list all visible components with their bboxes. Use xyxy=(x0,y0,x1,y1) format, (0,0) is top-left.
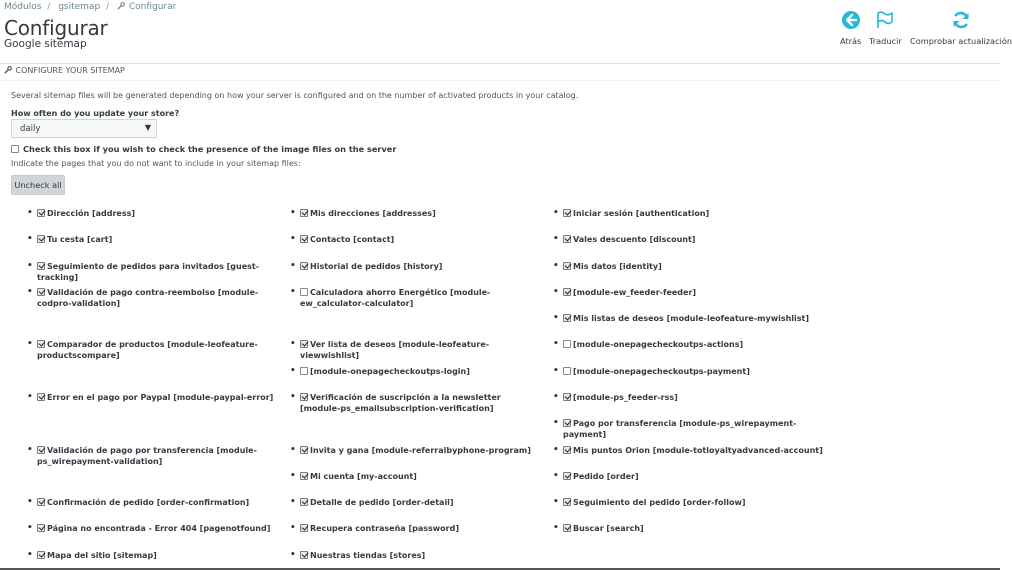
page-item[interactable]: • Historial de pedidos [history] xyxy=(290,261,443,271)
page-checkbox[interactable] xyxy=(37,524,45,532)
image-check-row[interactable] xyxy=(11,144,396,154)
page-title: Configurar xyxy=(4,16,108,40)
page-item[interactable]: • Mis listas de deseos [module-leofeature-mywishlist] xyxy=(553,313,810,323)
page-item[interactable]: • Pago por transferencia [module-ps_wirepayment-payment] xyxy=(553,418,797,439)
translate-label: Traducir xyxy=(869,36,902,46)
back-label: Atrás xyxy=(840,36,862,46)
page-item[interactable]: • [module-onepagecheckoutps-payment] xyxy=(553,366,750,376)
page-item[interactable]: • Invita y gana [module-referralbyphone-program] xyxy=(290,445,531,455)
page-checkbox[interactable] xyxy=(563,524,571,532)
page-item[interactable]: • Verificación de suscripción a la newsletter [module-ps_emailsubscription-verification] xyxy=(290,392,501,413)
breadcrumb-current: Configurar xyxy=(128,2,177,12)
page-item[interactable]: • Seguimiento de pedidos para invitados [guest-tracking] xyxy=(27,261,260,282)
wrench-icon xyxy=(4,66,12,74)
page-item[interactable]: • [module-ps_feeder-rss] xyxy=(553,392,678,402)
page-item[interactable]: • Error en el pago por Paypal [module-paypal-error] xyxy=(27,392,274,402)
caret-down-icon: ▼ xyxy=(144,123,151,132)
page-checkbox[interactable] xyxy=(300,551,308,559)
panel-heading xyxy=(4,66,125,75)
page-checkbox[interactable] xyxy=(300,446,308,454)
page-item[interactable]: • Seguimiento del pedido [order-follow] xyxy=(553,497,746,507)
page-item[interactable]: • Recupera contraseña [password] xyxy=(290,523,459,533)
intro-text: Several sitemap files will be generated depending on how your server is configured and on the number of activated products in your catalog. xyxy=(11,91,579,100)
page-checkbox[interactable] xyxy=(563,262,571,270)
page-item[interactable]: • Validación de pago por transferencia [module-ps_wirepayment-validation] xyxy=(27,445,257,466)
image-check-label: Check this box if you wish to check the presence of the image files on the server xyxy=(23,144,397,154)
page-checkbox[interactable] xyxy=(563,209,571,217)
page-item[interactable]: • Tu cesta [cart] xyxy=(27,234,113,244)
page-checkbox[interactable] xyxy=(37,235,45,243)
arrow-left-circle-icon xyxy=(841,10,861,30)
page-checkbox[interactable] xyxy=(563,235,571,243)
page-item[interactable]: • [module-onepagecheckoutps-login] xyxy=(290,366,470,376)
breadcrumb-separator: / xyxy=(47,2,51,12)
flag-icon xyxy=(875,10,895,30)
page-item[interactable]: • Comparador de productos [module-leofeature-productscompare] xyxy=(27,339,258,360)
page-item[interactable]: • Mi cuenta [my-account] xyxy=(290,471,417,481)
page-checkbox[interactable] xyxy=(300,288,308,296)
frequency-select[interactable] xyxy=(11,119,157,138)
translate-button[interactable] xyxy=(869,10,902,46)
page-item[interactable]: • [module-ew_feeder-feeder] xyxy=(553,287,697,297)
page-item[interactable]: • Ver lista de deseos [module-leofeature-viewwishlist] xyxy=(290,339,490,360)
page-checkbox[interactable] xyxy=(563,314,571,322)
uncheck-all-button[interactable]: Uncheck all xyxy=(11,175,65,195)
page-item[interactable]: • Mis puntos Orion [module-totloyaltyadvanced-account] xyxy=(553,445,823,455)
check-updates-label: Comprobar actualización xyxy=(910,36,1012,46)
page-item[interactable]: • Detalle de pedido [order-detail] xyxy=(290,497,454,507)
page-checkbox[interactable] xyxy=(37,393,45,401)
page-item[interactable]: • Iniciar sesión [authentication] xyxy=(553,208,710,218)
page-checkbox[interactable] xyxy=(300,340,308,348)
page-item[interactable]: • Confirmación de pedido [order-confirmation] xyxy=(27,497,250,507)
page-item[interactable]: • Vales descuento [discount] xyxy=(553,234,696,244)
page-item[interactable]: • Mis datos [identity] xyxy=(553,261,662,271)
header-divider xyxy=(0,63,1000,64)
page-checkbox[interactable] xyxy=(300,367,308,375)
page-item[interactable]: • Buscar [search] xyxy=(553,523,644,533)
refresh-icon xyxy=(951,10,971,30)
page-subtitle: Google sitemap xyxy=(4,38,87,50)
page-item[interactable]: • Validación de pago contra-reembolso [module-codpro-validation] xyxy=(27,287,259,308)
page-checkbox[interactable] xyxy=(563,367,571,375)
page-checkbox[interactable] xyxy=(563,472,571,480)
page-item[interactable]: • Dirección [address] xyxy=(27,208,136,218)
page-item[interactable]: • [module-onepagecheckoutps-actions] xyxy=(553,339,744,349)
wrench-icon xyxy=(117,2,125,10)
page-checkbox[interactable] xyxy=(300,209,308,217)
page-checkbox[interactable] xyxy=(37,498,45,506)
page-item[interactable]: • Pedido [order] xyxy=(553,471,639,481)
page-item[interactable]: • Mis direcciones [addresses] xyxy=(290,208,436,218)
check-updates-button[interactable] xyxy=(910,10,1012,46)
indicate-text: Indicate the pages that you do not want to include in your sitemap files: xyxy=(11,159,301,168)
page-checkbox[interactable] xyxy=(563,288,571,296)
page-checkbox[interactable] xyxy=(300,498,308,506)
page-checkbox[interactable] xyxy=(563,419,571,427)
page-checkbox[interactable] xyxy=(563,393,571,401)
breadcrumb-modules[interactable]: Módulos xyxy=(4,2,42,12)
page-item[interactable]: • Calculadora ahorro Energético [module-ew_calculator-calculator] xyxy=(290,287,491,308)
image-check-checkbox[interactable] xyxy=(11,145,19,153)
page-checkbox[interactable] xyxy=(563,498,571,506)
page-checkbox[interactable] xyxy=(300,393,308,401)
page-item[interactable]: • Nuestras tiendas [stores] xyxy=(290,550,426,560)
page-checkbox[interactable] xyxy=(300,472,308,480)
page-item[interactable]: • Página no encontrada - Error 404 [pagenotfound] xyxy=(27,523,271,533)
page-checkbox[interactable] xyxy=(300,262,308,270)
page-checkbox[interactable] xyxy=(37,340,45,348)
page-checkbox[interactable] xyxy=(37,209,45,217)
panel-heading-divider xyxy=(0,80,1000,81)
page-checkbox[interactable] xyxy=(563,340,571,348)
frequency-select-value: daily xyxy=(20,124,41,134)
breadcrumb-gsitemap[interactable]: gsitemap xyxy=(58,2,101,12)
breadcrumb-separator: / xyxy=(106,2,110,12)
panel-heading-text: CONFIGURE YOUR SITEMAP xyxy=(15,66,125,75)
page-checkbox[interactable] xyxy=(37,551,45,559)
page-item[interactable]: • Mapa del sitio [sitemap] xyxy=(27,550,157,560)
back-button[interactable] xyxy=(840,10,861,46)
page-checkbox[interactable] xyxy=(300,524,308,532)
breadcrumb xyxy=(4,2,179,12)
page-checkbox[interactable] xyxy=(563,446,571,454)
page-checkbox[interactable] xyxy=(37,262,45,270)
page-checkbox[interactable] xyxy=(300,235,308,243)
frequency-label: How often do you update your store? xyxy=(11,109,180,118)
page-checkbox[interactable] xyxy=(37,446,45,454)
page-item[interactable]: • Contacto [contact] xyxy=(290,234,395,244)
page-checkbox[interactable] xyxy=(37,288,45,296)
